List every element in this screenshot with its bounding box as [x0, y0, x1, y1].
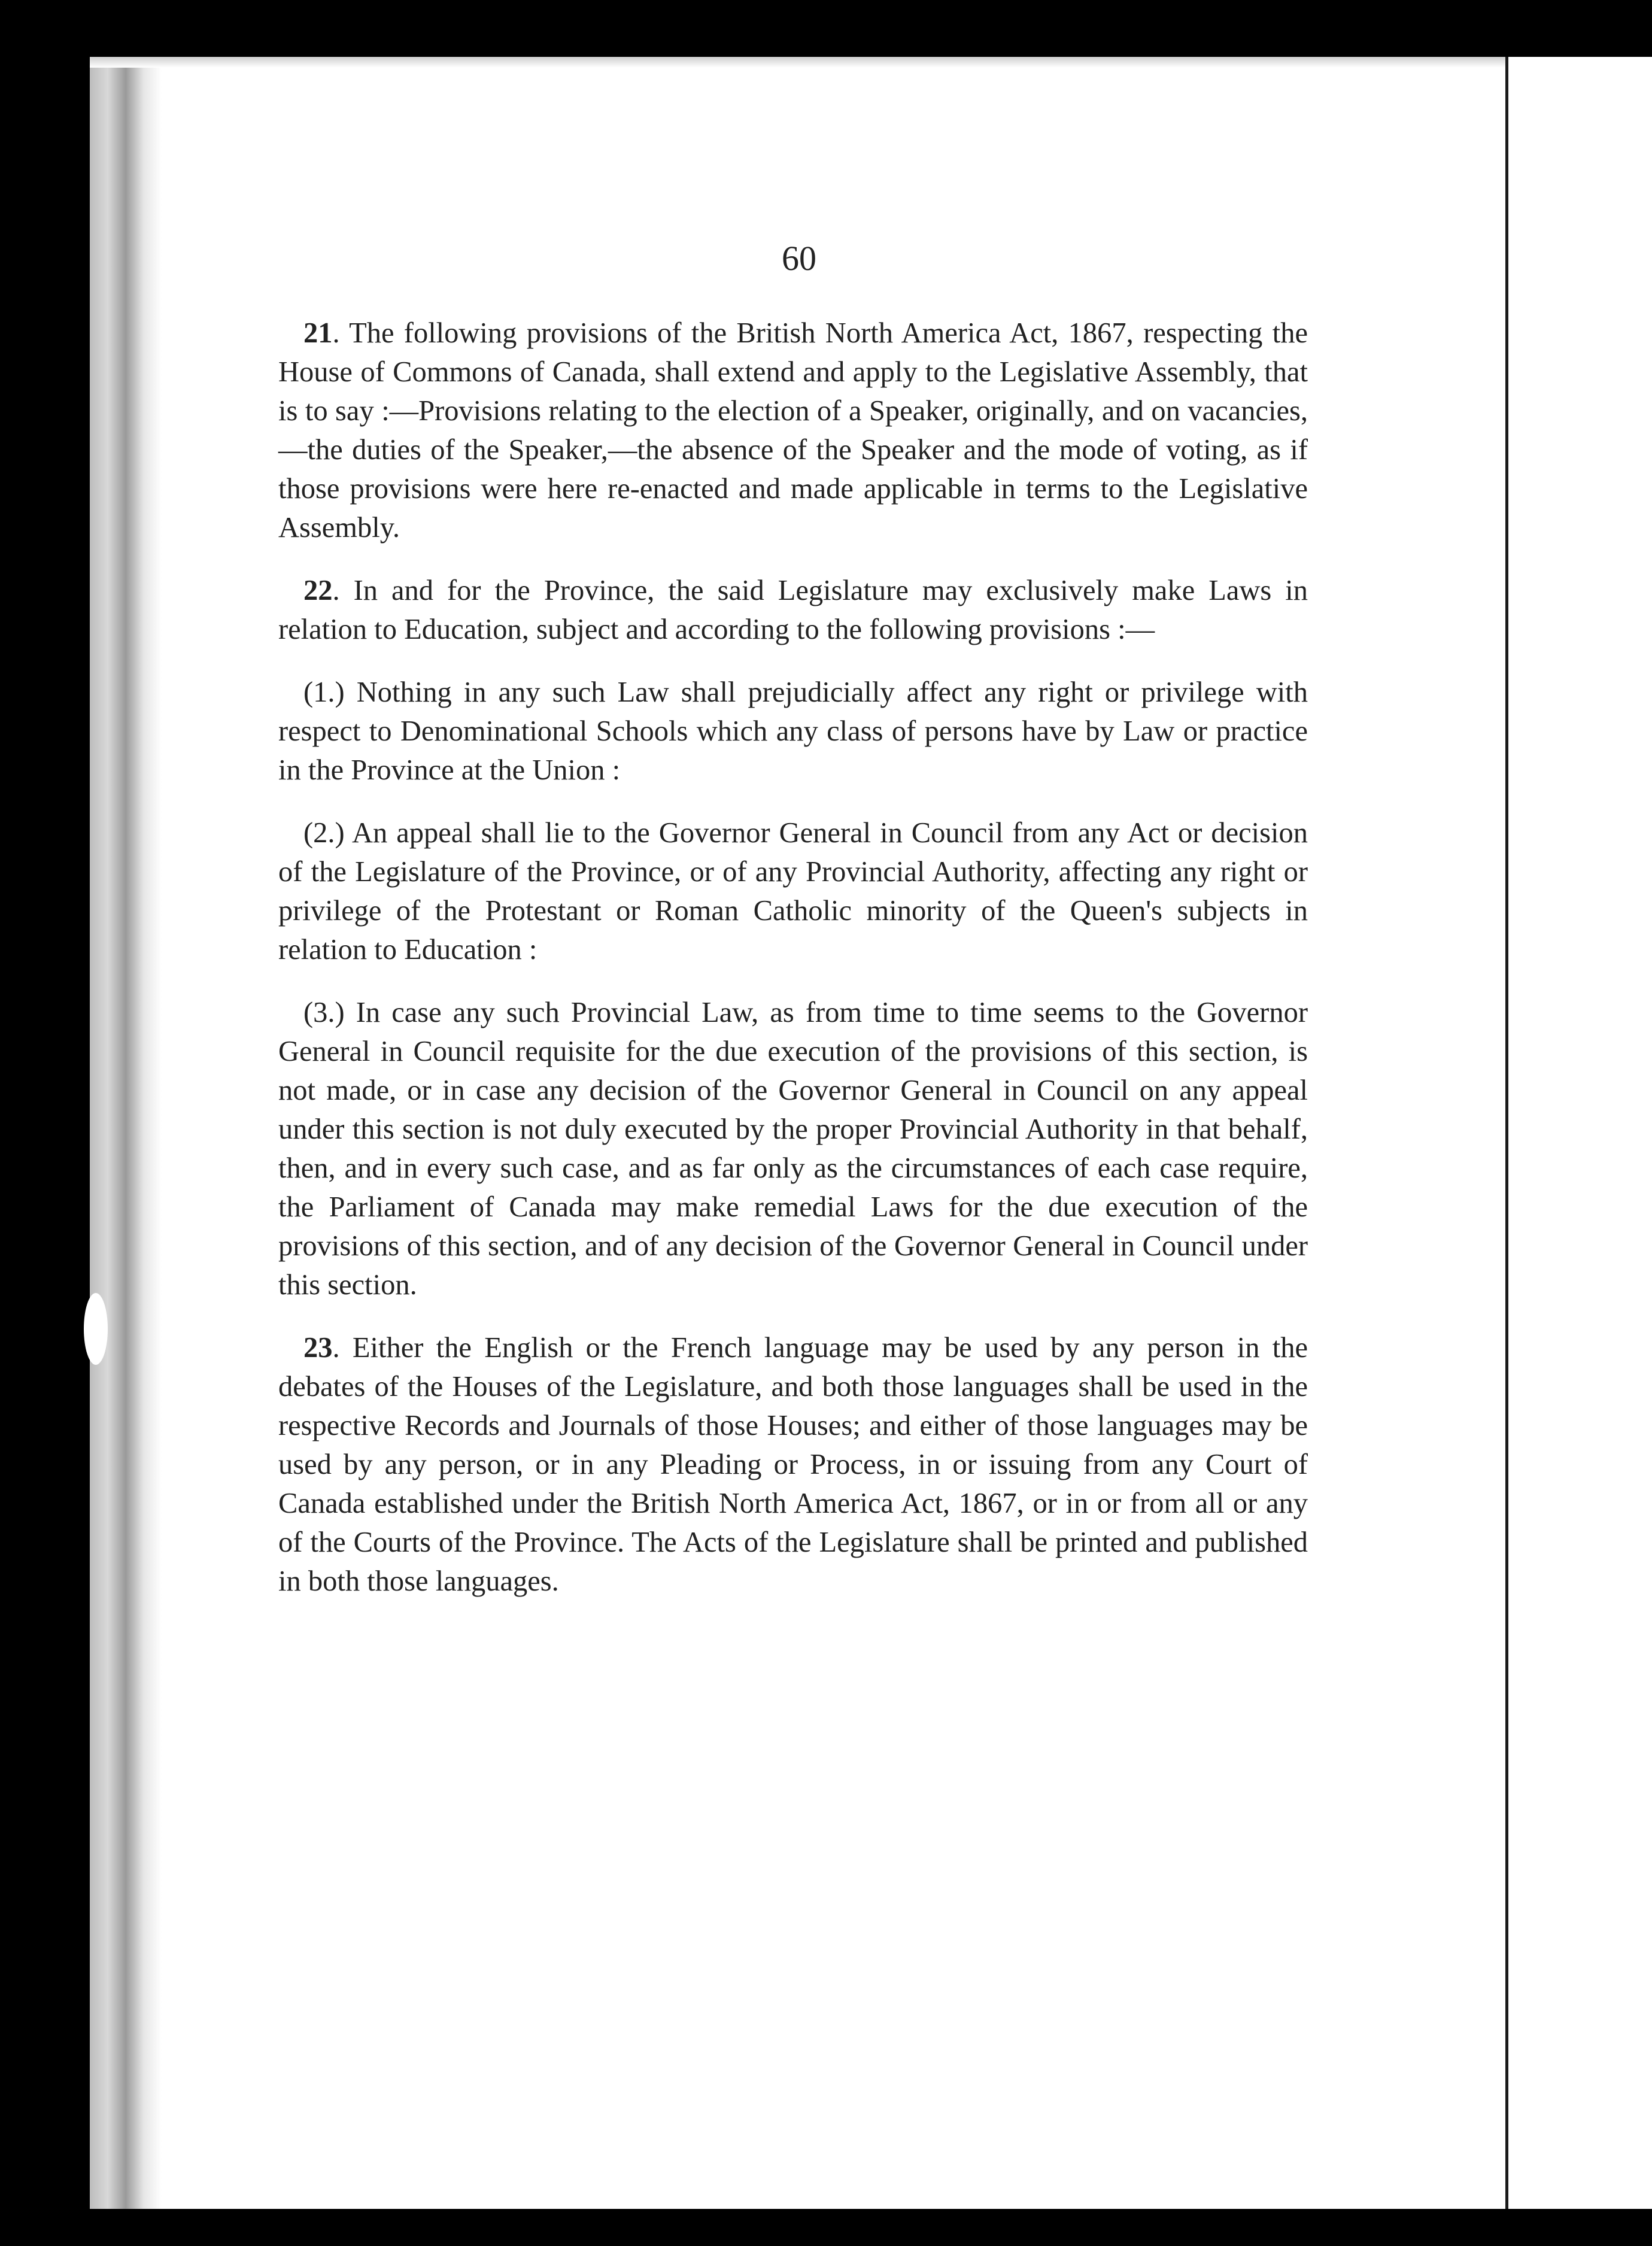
subsection-1: (1.) Nothing in any such Law shall prejudicially affect any right or privilege with respect to Denominational Schools which any class of persons have by Law or practice in the Province at the Union :: [278, 676, 1308, 786]
page-number: 60: [782, 239, 816, 278]
section-text: . The following provisions of the British North America Act, 1867, respecting the House of Commons of Canada, shall extend and apply to the Legislative Assembly, that is to say :—Provisions relating to the election of a Speaker, originally, and on vacancies,—the duties of the Speaker,—the absence of the Speaker and the mode of voting, as if those provisions were here re-enacted and made applicable in terms to the Legislative Assembly.: [278, 317, 1308, 544]
section-number: 21: [303, 317, 333, 349]
section-text: . Either the English or the French language may be used by any person in the debates of the Houses of the Legislature, and both those languages shall be used in the respective Records and Journals of those Houses; and either of those languages may be used by any person, or in any Pleading or Process, in or issuing from any Court of Canada established under the British North America Act, 1867, or in or from all or any of the Courts of the Province. The Acts of the Legislature shall be printed and published in both those languages.: [278, 1332, 1308, 1597]
section-23: [278, 1328, 1308, 1601]
page-content: [278, 235, 1308, 1625]
subsection-2: (2.) An appeal shall lie to the Governor General in Council from any Act or decision of the Legislature of the Province, or of any Provincial Authority, affecting any right or privilege of the Protestant or Roman Catholic minority of the Queen's subjects in relation to Education :: [278, 817, 1308, 966]
facing-page-edge: [1505, 57, 1652, 2209]
page-top-edge: [90, 57, 1523, 68]
section-21: [278, 314, 1308, 547]
page-gutter: [90, 57, 162, 2209]
margin-speck: [84, 1293, 108, 1365]
section-number: 23: [303, 1332, 333, 1364]
section-22: [278, 571, 1308, 649]
section-text: . In and for the Province, the said Legislature may exclusively make Laws in relation to Education, subject and according to the following provisions :—: [278, 575, 1308, 645]
subsection-3: (3.) In case any such Provincial Law, as from time to time seems to the Governor General in Council requisite for the due execution of the provisions of this section, is not made, or in case any decision of the Governor General in Council on any appeal under this section is not duly executed by the proper Provincial Authority in that behalf, then, and in every such case, and as far only as the circumstances of each case require, the Parliament of Canada may make remedial Laws for the due execution of the provisions of this section, and of any decision of the Governor General in Council under this section.: [278, 997, 1308, 1301]
section-number: 22: [303, 575, 333, 606]
